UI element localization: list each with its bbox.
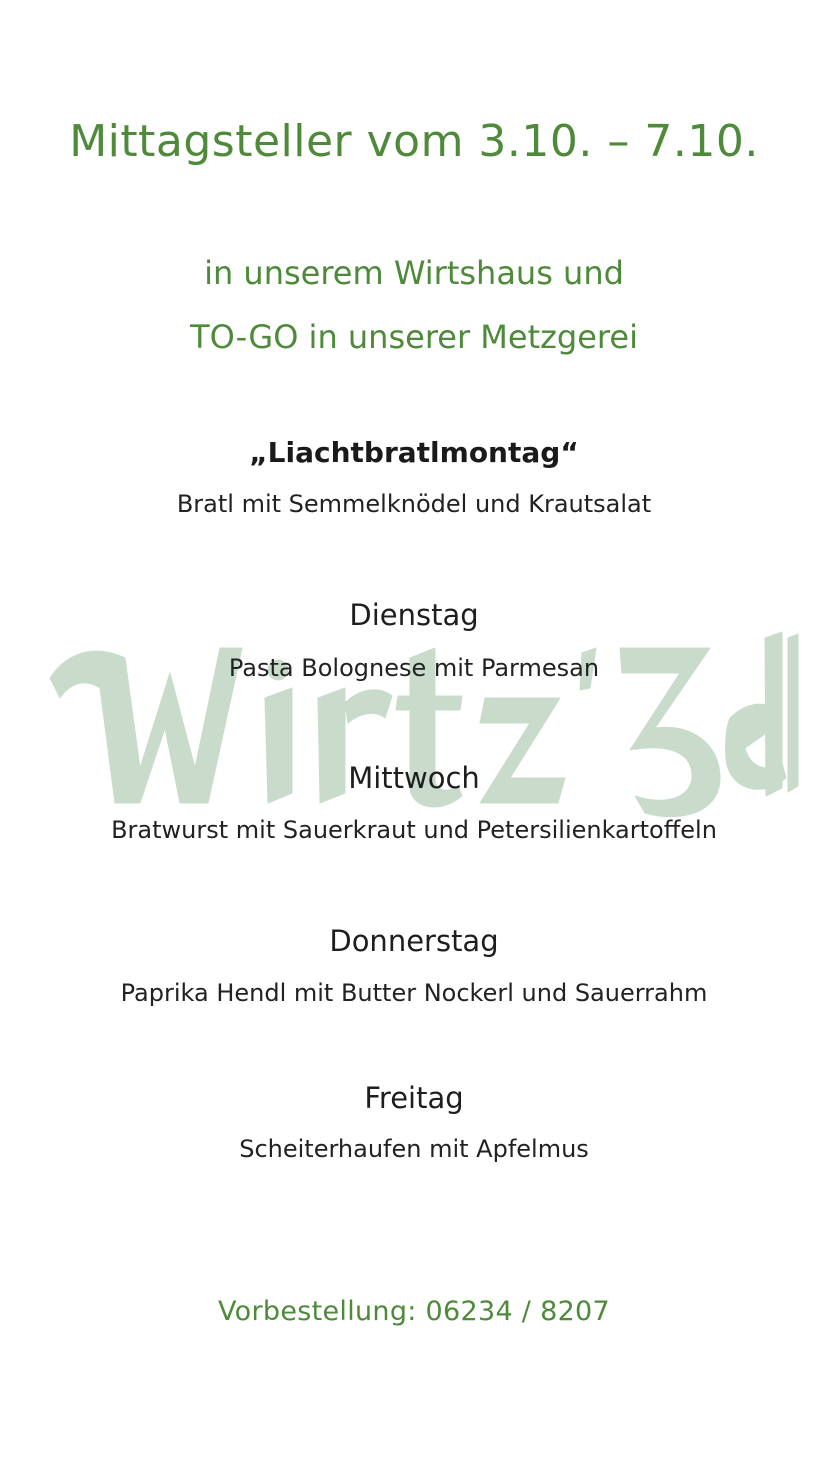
day-heading-thursday: Donnerstag <box>329 924 499 958</box>
page-title: Mittagsteller vom 3.10. – 7.10. <box>69 116 759 167</box>
wirt-zell-watermark-logo <box>30 618 800 828</box>
dish-wednesday: Bratwurst mit Sauerkraut und Petersilienkartoffeln <box>111 816 717 844</box>
subtitle-line-1: in unserem Wirtshaus und <box>204 254 624 292</box>
day-heading-monday: „Liachtbratlmontag“ <box>249 436 579 469</box>
preorder-phone: Vorbestellung: 06234 / 8207 <box>217 1296 611 1327</box>
dish-friday: Scheiterhaufen mit Apfelmus <box>239 1135 589 1163</box>
day-heading-tuesday: Dienstag <box>349 598 479 632</box>
dish-monday: Bratl mit Semmelknödel und Krautsalat <box>176 490 652 518</box>
day-heading-friday: Freitag <box>364 1081 464 1115</box>
subtitle-line-2: TO-GO in unserer Metzgerei <box>190 318 638 356</box>
dish-thursday: Paprika Hendl mit Butter Nockerl und Sauerrahm <box>120 979 708 1007</box>
dish-tuesday: Pasta Bolognese mit Parmesan <box>228 654 600 682</box>
day-heading-wednesday: Mittwoch <box>348 761 480 795</box>
